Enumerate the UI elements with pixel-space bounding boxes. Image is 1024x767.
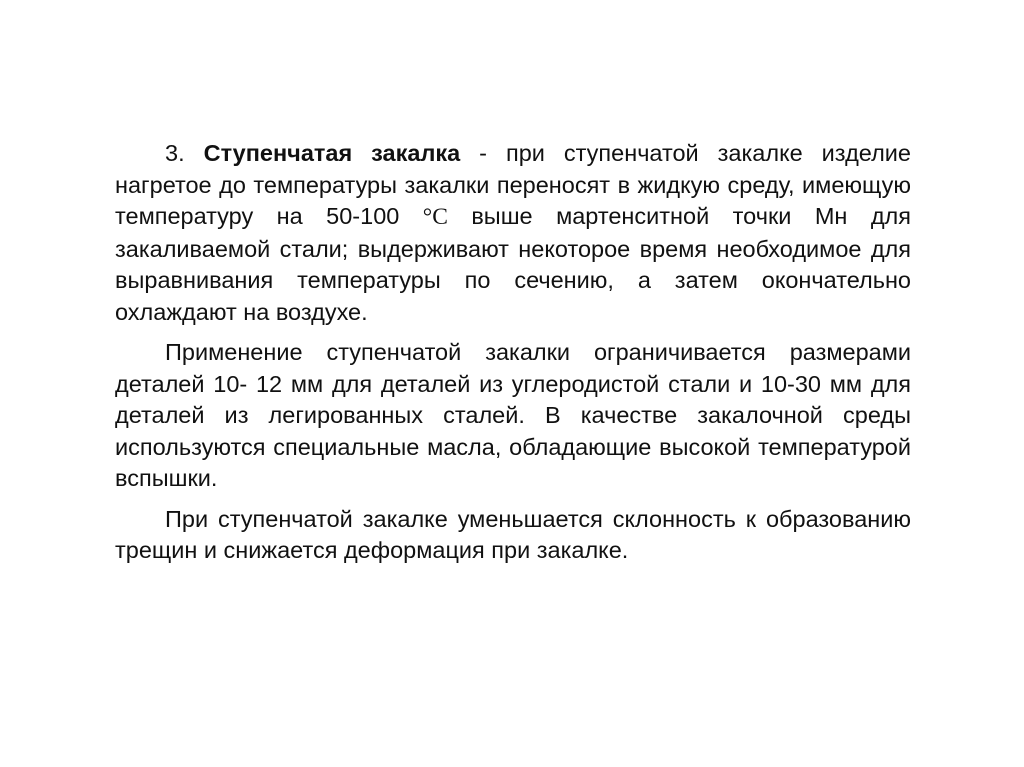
paragraph-text-part: - при ступенчатой закалке изделие нагретое до температуры закалки переносят в жидкую среду, имеющую температуру на 50-100	[115, 140, 911, 229]
paragraph-advantages: При ступенчатой закалке уменьшается склонность к образованию трещин и снижается деформация при закалке.	[115, 505, 911, 563]
paragraph-application: Применение ступенчатой закалки ограничивается размерами деталей 10- 12 мм для деталей из углеродистой стали и 10-30 мм для деталей из легированных сталей. В качестве закалочной среды используются специальные масла, обладающие высокой температурой вспышки.	[115, 339, 911, 491]
paragraph-step-quenching	[115, 138, 911, 328]
item-number: 3.	[165, 140, 185, 166]
paragraph-text-part: выше мартенситной точки Мн для закаливаемой стали; выдерживают некоторое время необходимое для выравнивания температуры по сечению, а затем окончательно охлаждают на воздухе.	[115, 203, 911, 325]
temperature-unit: °С	[422, 204, 448, 230]
text-block	[115, 138, 911, 567]
term-heading: Ступенчатая закалка	[203, 140, 461, 166]
